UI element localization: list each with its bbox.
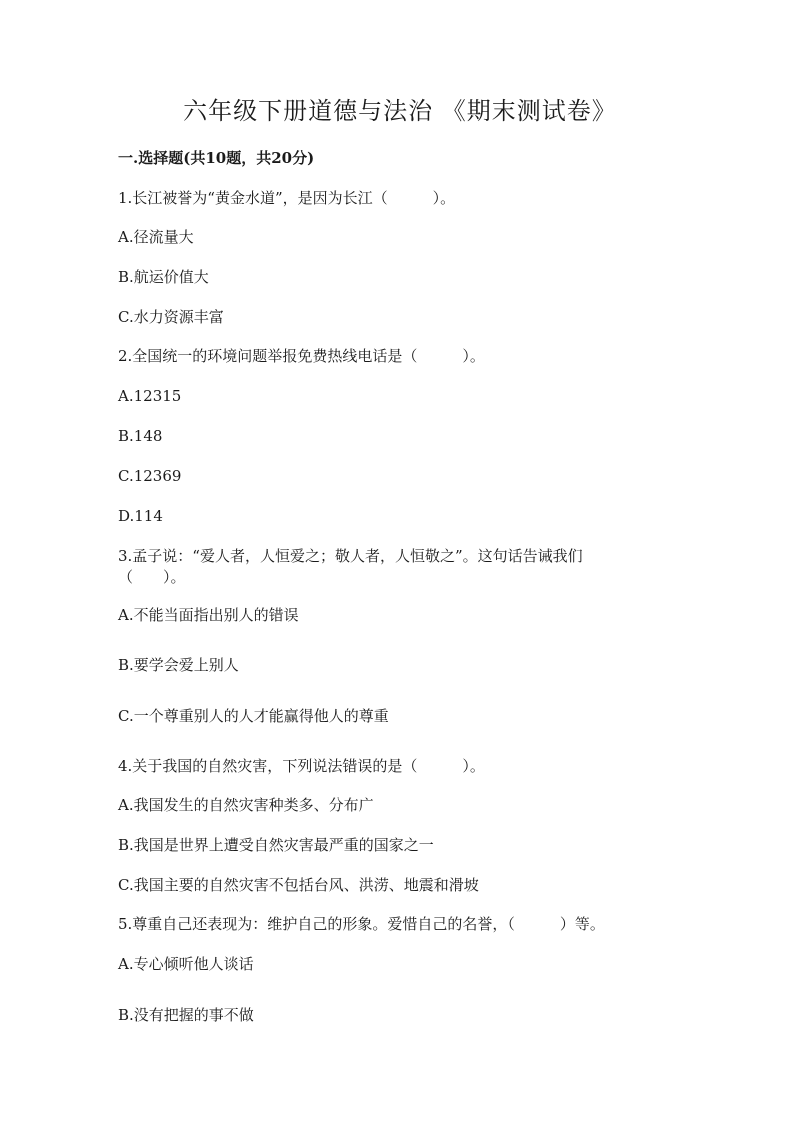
page-title: 六年级下册道德与法治 《期末测试卷》 [183,97,617,125]
question-2-option-a: A.12315 [118,387,182,405]
question-1-stem: 1.长江被誉为“黄金水道”，是因为长江（ ）。 [118,189,456,207]
question-3-option-c: C.一个尊重别人的人才能赢得他人的尊重 [118,707,389,725]
question-4-stem: 4.关于我国的自然灾害，下列说法错误的是（ ）。 [118,757,485,775]
question-2-option-b: B.148 [118,427,163,445]
question-1-option-b: B.航运价值大 [118,268,209,286]
question-3-stem-line-2: （ ）。 [118,568,186,586]
question-2-option-d: D.114 [118,507,163,525]
question-1-option-c: C.水力资源丰富 [118,308,224,326]
question-1-option-a: A.径流量大 [118,228,194,246]
question-2-stem: 2.全国统一的环境问题举报免费热线电话是（ ）。 [118,347,485,365]
question-4-option-c: C.我国主要的自然灾害不包括台风、洪涝、地震和滑坡 [118,876,479,894]
question-3-option-a: A.不能当面指出别人的错误 [118,606,299,624]
question-3-option-b: B.要学会爱上别人 [118,656,239,674]
question-5-option-a: A.专心倾听他人谈话 [118,955,254,973]
question-3-stem-line-1: 3.孟子说：“爱人者，人恒爱之；敬人者，人恒敬之”。这句话告诫我们 [118,547,583,565]
section-heading: 一.选择题(共10题，共20分) [118,149,315,167]
question-4-option-a: A.我国发生的自然灾害种类多、分布广 [118,796,374,814]
question-5-option-b: B.没有把握的事不做 [118,1006,254,1024]
question-2-option-c: C.12369 [118,467,182,485]
question-4-option-b: B.我国是世界上遭受自然灾害最严重的国家之一 [118,836,434,854]
question-5-stem: 5.尊重自己还表现为：维护自己的形象。爱惜自己的名誉，（ ）等。 [118,915,605,933]
